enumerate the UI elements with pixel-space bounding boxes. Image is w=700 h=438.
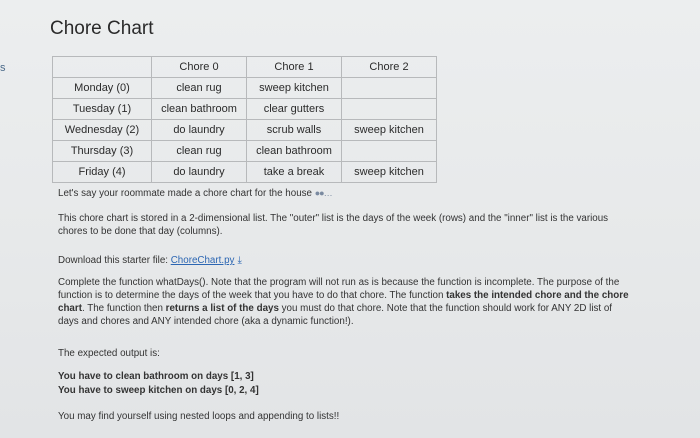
- intro-sentence: Let's say your roommate made a chore chart for the house: [58, 188, 312, 199]
- chore-cell: clean bathroom: [247, 141, 342, 162]
- table-header-cell: Chore 2: [342, 57, 437, 78]
- table-header-cell: Chore 1: [247, 57, 342, 78]
- page-title: Chore Chart: [50, 18, 154, 39]
- chore-cell: clean rug: [152, 78, 247, 99]
- expected-output-label: The expected output is:: [58, 348, 160, 359]
- table-row: [53, 78, 437, 99]
- download-prefix: Download this starter file:: [58, 255, 171, 266]
- instructions-part: Complete the function whatDays(). Note that the program will not run as is because the function is incomplete. The purpose of the function is to determine the days of the week that you have to do that chore. The function: [58, 277, 620, 301]
- intro-text: [58, 187, 332, 200]
- ellipsis-icon: ●●…: [314, 188, 332, 198]
- instructions-bold: takes the intended chore and the chore chart: [58, 290, 629, 314]
- expected-output-line: You have to sweep kitchen on days [0, 2, 4]: [58, 385, 259, 396]
- chore-cell: clean bathroom: [152, 99, 247, 120]
- chore-cell: do laundry: [152, 120, 247, 141]
- chore-cell: [342, 78, 437, 99]
- table-header-row: [53, 57, 437, 78]
- table-row: [53, 120, 437, 141]
- instructions-bold: returns a list of the days: [165, 303, 279, 314]
- side-tab-label[interactable]: s: [0, 62, 6, 74]
- day-cell: Friday (4): [53, 162, 152, 183]
- hint-text: You may find yourself using nested loops and appending to lists!!: [58, 411, 340, 422]
- chore-cell: [342, 141, 437, 162]
- chore-chart-table: [52, 56, 437, 183]
- chore-cell: sweep kitchen: [247, 78, 342, 99]
- download-line: [58, 254, 242, 267]
- day-cell: Thursday (3): [53, 141, 152, 162]
- day-cell: Wednesday (2): [53, 120, 152, 141]
- chore-cell: take a break: [247, 162, 342, 183]
- day-cell: Monday (0): [53, 78, 152, 99]
- instructions-paragraph: [58, 276, 633, 328]
- table-header-cell: [53, 57, 152, 78]
- instructions-part: . The function then: [81, 303, 166, 314]
- table-row: [53, 162, 437, 183]
- table-row: [53, 141, 437, 162]
- expected-output-line: You have to clean bathroom on days [1, 3]: [58, 371, 254, 382]
- table-header-cell: Chore 0: [152, 57, 247, 78]
- chore-cell: do laundry: [152, 162, 247, 183]
- table-row: [53, 99, 437, 120]
- instructions-part: you must do that chore. Note that the function should work for ANY 2D list of days and chores and ANY intended chore (aka a dynamic function!).: [58, 303, 613, 327]
- download-link[interactable]: ChoreChart.py: [170, 255, 235, 266]
- download-icon[interactable]: ⤓: [237, 255, 242, 266]
- chore-cell: scrub walls: [247, 120, 342, 141]
- chore-cell: sweep kitchen: [342, 120, 437, 141]
- chore-cell: sweep kitchen: [342, 162, 437, 183]
- storage-description: This chore chart is stored in a 2-dimensional list. The "outer" list is the days of the week (rows) and the "inner" list is the various chores to be done that day (columns).: [58, 213, 609, 237]
- chore-cell: clean rug: [152, 141, 247, 162]
- chore-cell: [342, 99, 437, 120]
- chore-cell: clear gutters: [247, 99, 342, 120]
- day-cell: Tuesday (1): [53, 99, 152, 120]
